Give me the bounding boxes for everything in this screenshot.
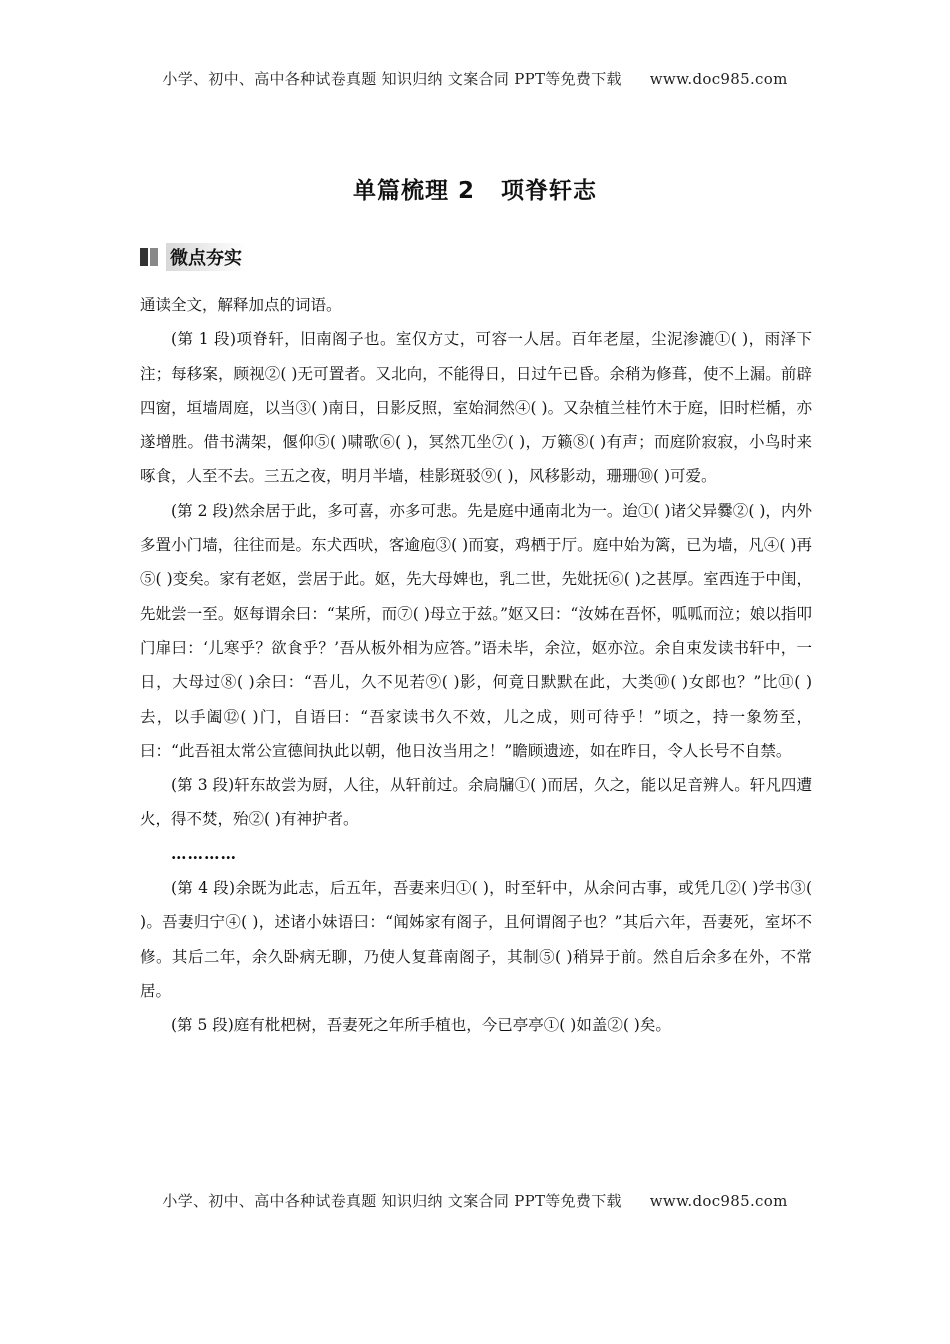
section-label: 微点夯实 (166, 243, 246, 271)
exercise-content (140, 288, 812, 1043)
header-url[interactable]: www.doc985.com (649, 70, 788, 88)
paragraph-5: (第 5 段)庭有枇杷树，吾妻死之年所手植也，今已亭亭①( )如盖②( )矣。 (171, 1016, 671, 1035)
paragraph-2: (第 2 段)然余居于此，多可喜，亦多可悲。先是庭中通南北为一。迨①( )诸父异爨②( )，内外多置小门墙，往往而是。东犬西吠，客逾庖③( )而宴，鸡栖于厅。庭中始为篱，已为墙，凡④( )再⑤( )变矣。家有老妪，尝居于此。妪，先大母婢也，乳二世，先妣抚⑥( )之甚厚。室西连于中闺，先妣尝一至。妪每谓余曰：“某所，而⑦( )母立于兹。”妪又曰：“汝姊在吾怀，呱呱而泣；娘以指叩门扉曰：‘儿寒乎？欲食乎？’吾从板外相为应答。”语未毕，余泣，妪亦泣。余自束发读书轩中，一日，大母过⑧( )余曰：“吾儿，久不见若⑨( )影，何竟日默默在此，大类⑩( )女郎也？”比⑪( )去，以手阖⑫( )门，自语曰：“吾家读书久不效，儿之成，则可待乎！”顷之，持一象笏至，曰：“此吾祖太常公宣德间执此以朝，他日汝当用之！”瞻顾遗迹，如在昨日，令人长号不自禁。 (140, 501, 812, 760)
instruction-text: 通读全文，解释加点的词语。 (140, 296, 342, 314)
footer-text: 小学、初中、高中各种试卷真题 知识归纳 文案合同 PPT等免费下载 (162, 1192, 622, 1210)
paragraph-1: (第 1 段)项脊轩，旧南阁子也。室仅方丈，可容一人居。百年老屋，尘泥渗漉①( )，雨泽下注；每移案，顾视②( )无可置者。又北向，不能得日，日过午已昏。余稍为修葺，使不上漏。前辟四窗，垣墙周庭，以当③( )南日，日影反照，室始洞然④( )。又杂植兰桂竹木于庭，旧时栏楯，亦遂增胜。借书满架，偃仰⑤( )啸歌⑥( )，冥然兀坐⑦( )，万籁⑧( )有声；而庭阶寂寂，小鸟时来啄食，人至不去。三五之夜，明月半墙，桂影斑驳⑨( )，风移影动，珊珊⑩( )可爱。 (140, 330, 812, 486)
paragraph-3: (第 3 段)轩东故尝为厨，人往，从轩前过。余扃牖①( )而居，久之，能以足音辨人。轩凡四遭火，得不焚，殆②( )有神护者。 (140, 776, 812, 829)
title-part2: 项脊轩志 (501, 178, 597, 204)
section-marker-icon-secondary (150, 248, 158, 266)
ellipsis: ………… (171, 843, 237, 863)
page-footer (0, 1190, 950, 1211)
section-marker-icon (140, 248, 148, 266)
page-header (0, 68, 950, 89)
header-text: 小学、初中、高中各种试卷真题 知识归纳 文案合同 PPT等免费下载 (162, 70, 622, 88)
section-heading (140, 244, 246, 270)
footer-url[interactable]: www.doc985.com (649, 1192, 788, 1210)
title-part1: 单篇梳理 2 (352, 178, 475, 204)
paragraph-4: (第 4 段)余既为此志，后五年，吾妻来归①( )，时至轩中，从余问古事，或凭几②( )学书③( )。吾妻归宁④( )，述诸小妹语曰：“闻姊家有阁子，且何谓阁子也？”其后六年，吾妻死，室坏不修。其后二年，余久卧病无聊，乃使人复葺南阁子，其制⑤( )稍异于前。然自后余多在外，不常居。 (140, 879, 812, 1000)
page-title (0, 172, 950, 205)
